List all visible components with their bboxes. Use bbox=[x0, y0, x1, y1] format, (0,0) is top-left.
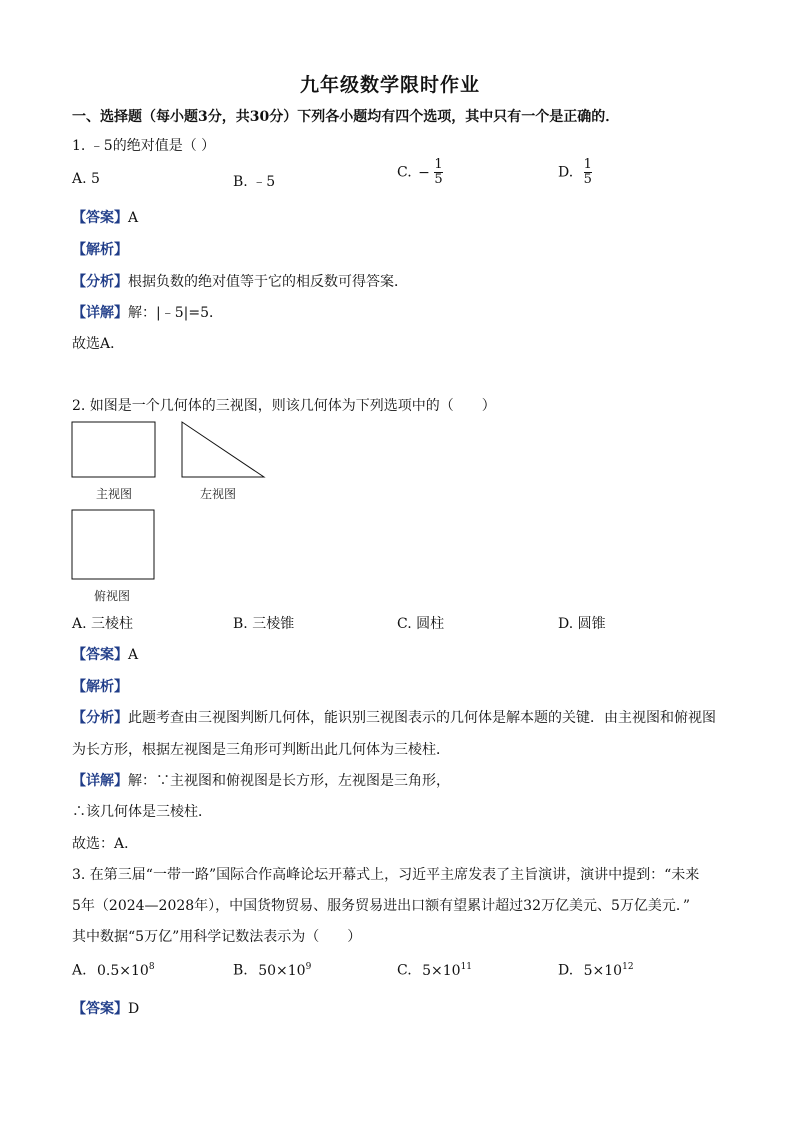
q2-option-c: C. 圆柱 bbox=[397, 616, 445, 632]
q1-option-c-prefix: C. bbox=[397, 164, 412, 181]
detail-text: 解：|﹣5|=5． bbox=[128, 305, 223, 321]
q2-conclusion: ∴该几何体是三棱柱． bbox=[72, 804, 212, 820]
q3-option-a bbox=[72, 962, 155, 979]
q3-stem-line3: 其中数据“5万亿”用科学记数法表示为（ ） bbox=[72, 929, 362, 945]
page-title: 九年级数学限时作业 bbox=[300, 74, 481, 96]
option-base: 5×10 bbox=[583, 962, 623, 979]
q1-option-c bbox=[397, 158, 443, 187]
q3-stem-line2: 5年（2024—2028年），中国货物贸易、服务贸易进出口额有望累计超过32万亿美元、5万亿美元．” bbox=[72, 898, 691, 914]
fraction-denominator: 5 bbox=[583, 172, 592, 187]
option-exponent: 11 bbox=[460, 962, 473, 972]
detail-tag: 【详解】 bbox=[72, 305, 128, 321]
q3-option-b bbox=[233, 962, 311, 979]
answer-value: A bbox=[128, 647, 139, 663]
three-view-figure bbox=[70, 420, 280, 605]
q1-option-c-sign: − bbox=[418, 164, 430, 181]
q2-detail bbox=[72, 770, 450, 790]
option-prefix: B. bbox=[233, 962, 248, 979]
caption-front-view: 主视图 bbox=[96, 487, 133, 501]
fenxi-text: 根据负数的绝对值等于它的相反数可得答案． bbox=[128, 274, 408, 290]
left-view-triangle bbox=[182, 422, 264, 477]
top-view-rectangle bbox=[72, 510, 154, 579]
caption-top-view: 俯视图 bbox=[94, 589, 131, 603]
detail-tag: 【详解】 bbox=[72, 773, 128, 789]
q1-choose: 故选A． bbox=[72, 336, 125, 352]
fenxi-tag: 【分析】 bbox=[72, 274, 128, 290]
fraction-numerator: 1 bbox=[434, 157, 443, 172]
front-view-rectangle bbox=[72, 422, 155, 477]
option-exponent: 9 bbox=[305, 962, 312, 972]
answer-value: A bbox=[128, 210, 139, 226]
q2-fenxi-line2: 为长方形，根据左视图是三角形可判断出此几何体为三棱柱． bbox=[72, 742, 450, 758]
answer-tag: 【答案】 bbox=[72, 647, 128, 663]
q2-option-a: A. 三棱柱 bbox=[72, 616, 134, 632]
option-exponent: 12 bbox=[622, 962, 634, 972]
q2-analysis-tag: 【解析】 bbox=[72, 679, 128, 695]
fraction-denominator: 5 bbox=[434, 172, 443, 187]
q2-stem: 2. 如图是一个几何体的三视图，则该几何体为下列选项中的（ ） bbox=[72, 398, 496, 414]
q2-option-b: B. 三棱锥 bbox=[233, 616, 295, 632]
fraction-numerator: 1 bbox=[583, 157, 592, 172]
answer-tag: 【答案】 bbox=[72, 1001, 128, 1017]
q1-analysis-tag: 【解析】 bbox=[72, 242, 128, 258]
q1-option-d-fraction bbox=[584, 158, 592, 187]
q1-option-d bbox=[558, 158, 592, 187]
q3-option-d bbox=[558, 962, 634, 979]
q1-stem: 1. ﹣5的绝对值是（ ） bbox=[72, 138, 216, 154]
option-base: 5×10 bbox=[422, 962, 461, 979]
q1-option-c-fraction bbox=[434, 158, 442, 187]
fenxi-text: 此题考查由三视图判断几何体，能识别三视图表示的几何体是解本题的关键．由主视图和俯视图 bbox=[128, 710, 716, 726]
caption-left-view: 左视图 bbox=[200, 487, 237, 501]
section-heading: 一、选择题（每小题3分，共30分）下列各小题均有四个选项，其中只有一个是正确的． bbox=[72, 109, 620, 125]
option-prefix: A. bbox=[72, 962, 87, 979]
fenxi-tag: 【分析】 bbox=[72, 710, 128, 726]
option-prefix: C. bbox=[397, 962, 412, 979]
option-exponent: 8 bbox=[148, 962, 155, 972]
q2-fenxi-line1 bbox=[72, 707, 716, 727]
q1-option-a: A. 5 bbox=[72, 171, 100, 187]
q1-option-b: B. ﹣5 bbox=[233, 174, 276, 190]
q3-stem-line1: 3. 在第三届“一带一路”国际合作高峰论坛开幕式上，习近平主席发表了主旨演讲，演讲中提到：“未来 bbox=[72, 867, 700, 883]
q2-choose: 故选：A． bbox=[72, 836, 139, 852]
q1-answer bbox=[72, 207, 138, 227]
q1-detail bbox=[72, 302, 223, 322]
option-prefix: D. bbox=[558, 962, 574, 979]
q2-answer bbox=[72, 644, 138, 664]
q3-option-c bbox=[397, 962, 472, 979]
q3-answer bbox=[72, 998, 139, 1018]
detail-text: 解：∵主视图和俯视图是长方形，左视图是三角形， bbox=[128, 773, 450, 789]
answer-tag: 【答案】 bbox=[72, 210, 128, 226]
q1-option-d-prefix: D. bbox=[558, 164, 574, 181]
option-base: 50×10 bbox=[258, 962, 306, 979]
option-base: 0.5×10 bbox=[97, 962, 149, 979]
q1-fenxi bbox=[72, 271, 408, 291]
answer-value: D bbox=[128, 1001, 140, 1017]
q2-option-d: D. 圆锥 bbox=[558, 616, 606, 632]
